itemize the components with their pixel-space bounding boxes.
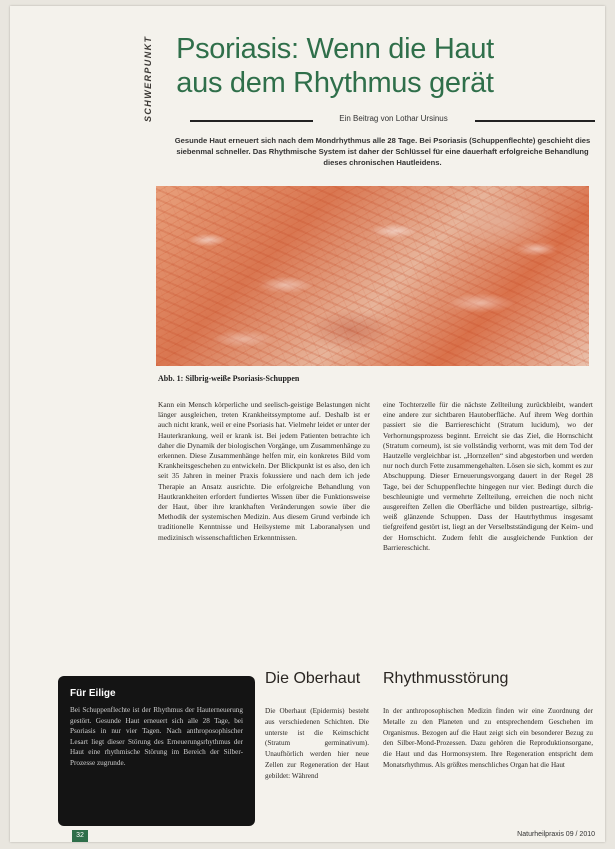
lead-paragraph: Gesunde Haut erneuert sich nach dem Mondrhythmus alle 28 Tage. Bei Psoriasis (Schuppenflechte) geschieht dies siebenmal schneller. Das Rhythmische System ist daher der Schlüssel für eine dauerhaft erfolgreiche Behandlung dieses chronischen Hautleidens. — [174, 136, 591, 167]
heading-oberhaut: Die Oberhaut — [265, 670, 361, 687]
byline-rule-left — [190, 120, 313, 122]
body-column-4 — [383, 706, 593, 771]
body-column-2 — [383, 400, 593, 553]
body-paragraph: eine Tochterzelle für die nächste Zellteilung zurückbleibt, wandert eine andere zur sichtbaren Hautoberfläche. Auf ihrem Weg dorthin passiert sie die Barriereschicht (Stratum lucidum), wo der Verhornungsprozess beginnt. Erreicht sie das Ziel, die Hornschicht (Stratum corneum), ist sie vollständig verhornt, was mit dem Tod der Hautzelle vergleichbar ist. „Hornzellen“ sind abgestorben und werden nur noch durch Fette zusammengehalten. Lösen sie sich, kommt es zur Abschuppung. Dieser Erneuerungsvorgang dauert in der Regel 28 Tage, bei der Schuppenflechte hingegen nur vier. Bedingt durch die beschleunigte und vermehrte Zellteilung, erreichen die noch nicht ausgereiften Zellen die Oberfläche und bilden pustreartige, silbrig-weiß glänzende Schuppen. Dass der Hautrhythmus insgesamt tiefgreifend gestört ist, liegt an der Verselbstständigung der Keim- und der Hornschicht. Zudem fehlt die ausgleichende Funktion der Barriereschicht. — [383, 400, 593, 552]
body-paragraph: Die Oberhaut (Epidermis) besteht aus verschiedenen Schichten. Die unterste ist die Keimschicht (Stratum germinativum). Unaufhörlich werden hier neue Zellen zur Regeneration der Haut gebildet: Während — [265, 707, 369, 780]
summary-box-text: Bei Schuppenflechte ist der Rhythmus der Hauterneuerung gestört. Gesunde Haut erneuert sich alle 28 Tage, bei Psoriasis in nur vier Tagen. Nach anthroposophischer Lesart liegt dieser Störung des Erneuerungsrhythmus der Haut eine rhythmische Störung im Bereich der Silber-Prozesse zugrunde. — [70, 706, 243, 767]
figure-caption: Abb. 1: Silbrig-weiße Psoriasis-Schuppen — [158, 374, 300, 383]
byline: Ein Beitrag von Lothar Ursinus — [339, 114, 448, 123]
byline-rule-right — [475, 120, 595, 122]
title-line-2: aus dem Rhythmus gerät — [176, 67, 494, 99]
summary-box — [58, 676, 255, 826]
title-line-1: Psoriasis: Wenn die Haut — [176, 33, 494, 65]
body-column-3 — [265, 706, 369, 782]
byline-row — [190, 114, 595, 126]
magazine-page — [10, 6, 605, 842]
summary-box-title: Für Eilige — [70, 688, 116, 699]
article-title — [160, 32, 510, 100]
heading-rhythmusstoerung: Rhythmusstörung — [383, 670, 509, 687]
page-number: 32 — [72, 830, 88, 842]
psoriasis-photo — [156, 186, 589, 366]
journal-footer: Naturheilpraxis 09 / 2010 — [517, 831, 595, 838]
body-paragraph: Kann ein Mensch körperliche und seelisch-geistige Belastungen nicht länger ausgleichen, treten Krankheitssymptome auf. Deshalb ist er auch nicht krank, weil er eine Psoriasis hat. Vielmehr leidet er unter der Hauterkrankung, weil er krank ist. Bei jedem Patienten betrachte ich daher die Dynamik der biologischen Vorgänge, um Zusammenhänge zu erkennen. Diese Zusammenhänge helfen mir, ein konkretes Bild vom Krankheitsgeschehen zu entwickeln. Der Blickpunkt ist es also, den ich seit 35 Jahren in meiner Praxis fokussiere und nach dem ich jede Therapie an Ansatz ausrichte. Die erfolgreiche Behandlung von Hautkrankheiten erfordert fundiertes Wissen über die Funktionsweise der Haut, über ihre krankhaften Veränderungen sowie über die Methodik der systemischen Medizin. Aus diesem Grund verbinde ich traditionelle Kenntnisse und Heilsysteme mit Laboranalysen und medizinisch wissenschaftlichen Erkenntnissen. — [158, 400, 370, 542]
body-paragraph: In der anthroposophischen Medizin finden wir eine Zuordnung der Metalle zu den Planeten und zu entsprechendem Geschehen im Organismus. Bezogen auf die Haut zeigt sich ein besonderer Bezug zu den Silber-Mond-Prozessen. Dazu gehören die Reproduktionsorgane, die Haut und das Hormonsystem. Ihre Regeneration entspricht dem Monatsrhythmus. Als größtes menschliches Organ hat die Haut — [383, 707, 593, 769]
section-tag: SCHWERPUNKT — [143, 35, 153, 122]
body-column-1 — [158, 400, 370, 543]
